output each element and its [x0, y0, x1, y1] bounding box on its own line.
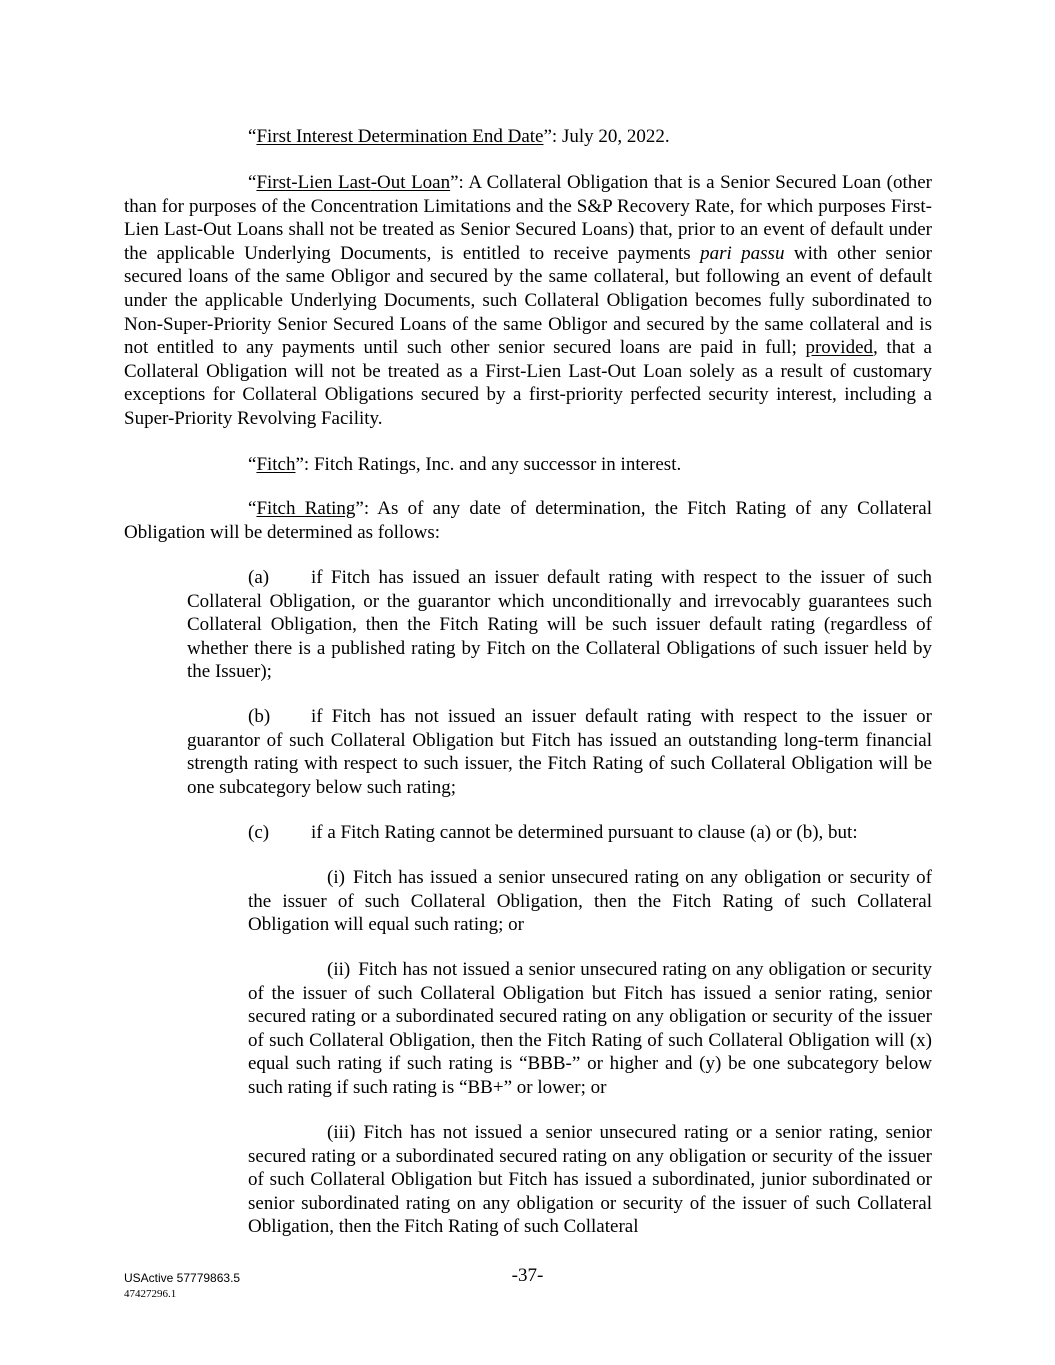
subclause-c-iii [248, 1121, 932, 1239]
clause-c [187, 821, 932, 845]
defined-term: First-Lien Last-Out Loan [256, 172, 451, 193]
clause-text: if Fitch has issued an issuer default rating with respect to the issuer of such Collateral Obligation, or the guarantor which unconditionally and irrevocably guarantees such Collateral Obligation, then the Fitch Rating will be such issuer default rating (regardless of whether there is a published rating by Fitch on the Collateral Obligations of such issuer held by the Issuer); [187, 567, 932, 683]
footer-document-id-secondary: 47427296.1 [124, 1288, 177, 1300]
page-number: -37- [511, 1265, 544, 1286]
definition-text: Fitch Ratings, Inc. and any successor in interest. [313, 454, 682, 475]
clause-text: if a Fitch Rating cannot be determined pursuant to clause (a) or (b), but: [311, 822, 858, 843]
footer-document-id: USActive 57779863.5 [124, 1271, 241, 1285]
clause-b [187, 705, 932, 799]
subclause-text: Fitch has issued a senior unsecured rating on any obligation or security of the issuer of such Collateral Obligation, then the Fitch Rating of such Collateral Obligation will equal such rating; or [248, 867, 932, 936]
subclause-c-ii [248, 958, 932, 1100]
subclause-label: (ii) [327, 959, 351, 980]
clause-text: if Fitch has not issued an issuer default rating with respect to the issuer or guarantor of such Collateral Obligation but Fitch has issued an outstanding long-term financial strength rating with respect to such issuer, the Fitch Rating of such Collateral Obligation will be one subcategory below such rating; [187, 706, 932, 798]
subclause-label: (i) [327, 867, 345, 888]
defined-term: First Interest Determination End Date [256, 126, 544, 147]
definition-first-lien-last-out-loan: “First-Lien Last-Out Loan”: A Collateral Obligation that is a Senior Secured Loan (other than for purposes of the Concentration Limitations and the S&P Recovery Rate, for which purposes First-Lien Last-Out Loans shall not be treated as Senior Secured Loans) that, prior to an event of default under the applicable Underlying Documents, is entitled to receive payments pari passu with other senior secured loans of the same Obligor and secured by the same collateral, but following an event of default under the applicable Underlying Documents, such Collateral Obligation becomes fully subordinated to Non-Super-Priority Senior Secured Loans of the same Obligor and secured by the same collateral and is not entitled to any payments until such other senior secured loans are paid in full; provided, that a Collateral Obligation will not be treated as a First-Lien Last-Out Loan solely as a result of customary exceptions for Collateral Obligations secured by a first-priority perfected security interest, including a Super-Priority Revolving Facility. [124, 172, 932, 429]
definition-fitch: “Fitch”: Fitch Ratings, Inc. and any successor in interest. [248, 454, 682, 475]
definition-text: July 20, 2022. [561, 126, 670, 147]
defined-term: Fitch Rating [256, 498, 356, 519]
defined-term: Fitch [256, 454, 296, 475]
clause-label: (c) [248, 822, 270, 843]
subclause-text: Fitch has not issued a senior unsecured rating or a senior rating, senior secured rating or a subordinated secured rating on any obligation or security of the issuer of such Collateral Obligation but Fitch has issued a subordinated, junior subordinated or senior subordinated rating on any obligation or security of the issuer of such Collateral Obligation, then the Fitch Rating of such Collateral [248, 1122, 932, 1238]
definition-first-interest-determination-end-date: “First Interest Determination End Date”: July 20, 2022. [248, 126, 670, 147]
italic-term: pari passu [700, 242, 785, 264]
definition-text: As of any date of determination, the Fitch Rating of any Collateral Obligation will be determined as follows: [124, 498, 932, 543]
clause-label: (b) [248, 706, 271, 727]
definition-fitch-rating: “Fitch Rating”: As of any date of determination, the Fitch Rating of any Collateral Obligation will be determined as follows: [124, 498, 932, 543]
subclause-text: Fitch has not issued a senior unsecured rating on any obligation or security of the issuer of such Collateral Obligation but Fitch has issued a senior rating, senior secured rating or a subordinated secured rating on any obligation or security of the issuer of such Collateral Obligation, then the Fitch Rating of such Collateral Obligation will (x) equal such rating if such rating is “BBB-” or higher and (y) be one subcategory below such rating if such rating is “BB+” or lower; or [248, 959, 932, 1098]
provided-term: provided [805, 337, 874, 359]
subclause-label: (iii) [327, 1122, 356, 1143]
clause-a [187, 566, 932, 684]
subclause-c-i [248, 866, 932, 937]
definition-text: A Collateral Obligation that is a Senior Secured Loan (other than for purposes of the Concentration Limitations and the S&P Recovery Rate, for which purposes First-Lien Last-Out Loans shall not be treated as Senior Secured Loans) that, prior to an event of default under the applicable Underlying Documents, is entitled to receive payments [124, 172, 932, 264]
clause-label: (a) [248, 567, 270, 588]
